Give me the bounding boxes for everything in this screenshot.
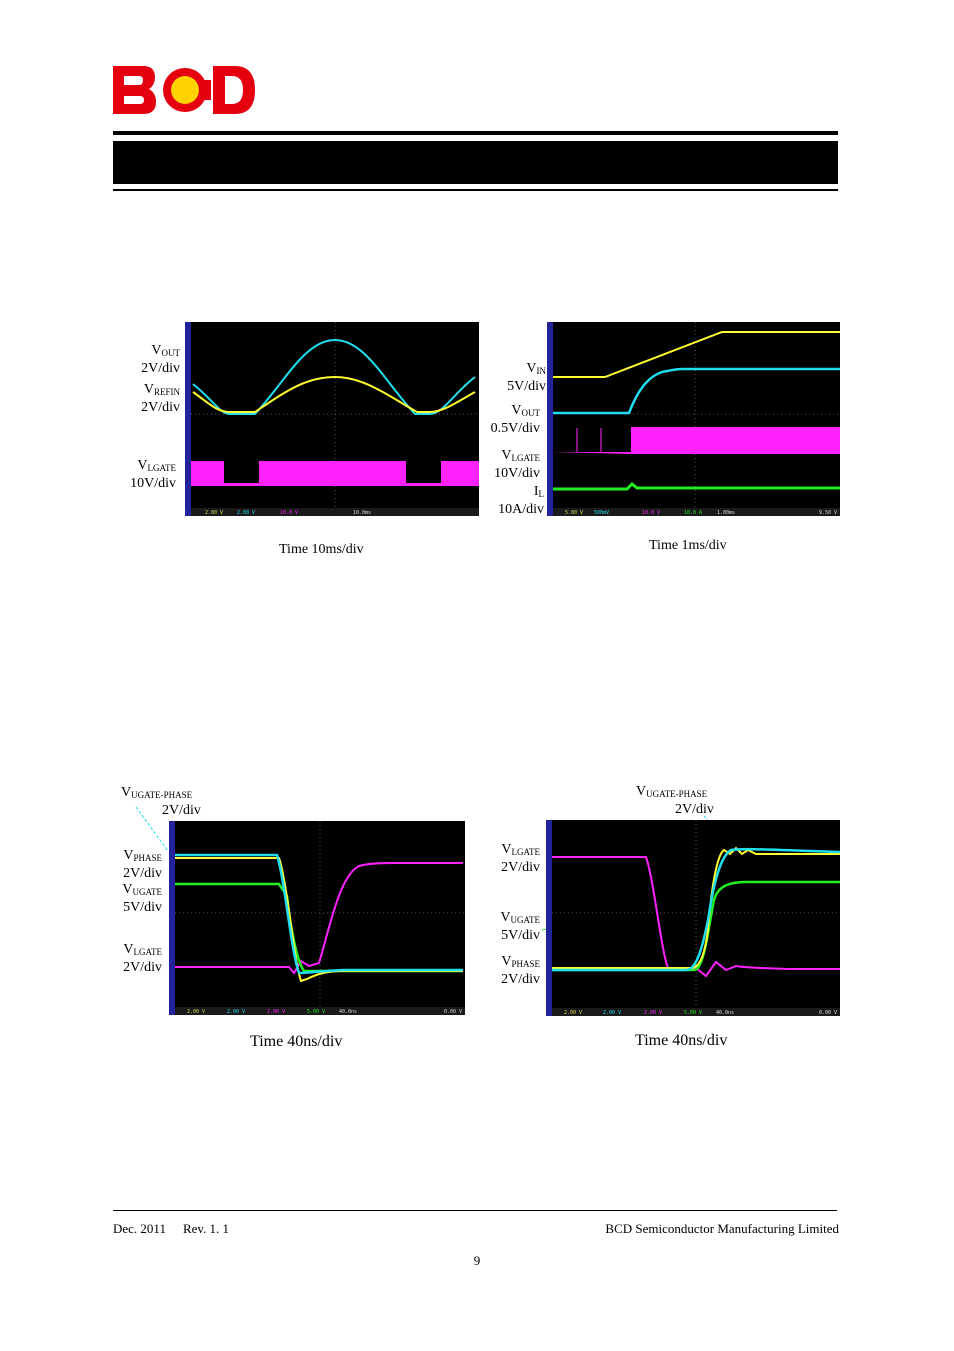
footer-date-revision xyxy=(113,1221,229,1237)
header-band xyxy=(113,141,838,184)
scope4-label-vugate: $V_{UGATE}$ 5V/div xyxy=(500,910,540,943)
scope4-label-vphase: $V_{PHASE}$ 2V/div xyxy=(501,954,540,987)
scope3-label-vugate-phase: $V_{UGATE-PHASE}$ 2V/div xyxy=(121,785,201,818)
svg-text:10.0 V: 10.0 V xyxy=(280,510,299,516)
scope3-caption: Time 40ns/div xyxy=(250,1033,343,1050)
scope4-label-vlgate: $V_{LGATE}$ 2V/div xyxy=(501,842,540,875)
scope-capture-2 xyxy=(547,322,840,516)
scope3-label-vphase: $V_{PHASE}$ 2V/div xyxy=(123,848,162,881)
scope1-label-vrefin: $V_{REFIN}$ 2V/div xyxy=(141,382,180,415)
scope-capture-1 xyxy=(185,322,479,516)
scope3-label-vlgate: $V_{LGATE}$ 2V/div xyxy=(123,942,162,975)
scope4-caption: Time 40ns/div xyxy=(635,1032,728,1049)
header-rule-thin xyxy=(113,189,838,191)
svg-text:2.00 V: 2.00 V xyxy=(564,1010,583,1016)
svg-text:10.0ms: 10.0ms xyxy=(353,510,372,516)
svg-text:2.00 V: 2.00 V xyxy=(205,510,224,516)
svg-text:2.00 V: 2.00 V xyxy=(237,510,256,516)
scope2-label-il: $I_L$ 10A/div xyxy=(498,484,544,517)
svg-text:10.0 V: 10.0 V xyxy=(642,510,661,516)
svg-text:5.00 V: 5.00 V xyxy=(565,510,584,516)
scope1-caption: Time 10ms/div xyxy=(279,542,364,557)
scope2-label-vout: $V_{OUT}$ 0.5V/div xyxy=(490,403,540,436)
svg-text:2.00 V: 2.00 V xyxy=(644,1010,663,1016)
footer-rule xyxy=(113,1210,837,1211)
scope-capture-3 xyxy=(169,821,465,1015)
footer-revision: Rev. 1. 1 xyxy=(182,1221,230,1236)
header-rule-thick xyxy=(113,131,838,135)
svg-text:2.00 V: 2.00 V xyxy=(227,1009,246,1015)
svg-text:9.50 V: 9.50 V xyxy=(819,510,838,516)
svg-text:500mV: 500mV xyxy=(594,510,610,516)
scope4-label-vugate-phase: $V_{UGATE-PHASE}$ 2V/div xyxy=(636,784,714,817)
page-number: 9 xyxy=(473,1253,481,1268)
scope1-label-vout: $V_{OUT}$ 2V/div xyxy=(141,343,180,376)
scope3-pointer-line xyxy=(130,805,170,855)
scope2-label-vlgate: $V_{LGATE}$ 10V/div xyxy=(494,448,540,481)
scope2-caption: Time 1ms/div xyxy=(649,538,727,553)
svg-text:5.00 V: 5.00 V xyxy=(307,1009,326,1015)
footer-company: BCD Semiconductor Manufacturing Limited xyxy=(605,1221,839,1236)
svg-text:1.00ms: 1.00ms xyxy=(717,510,736,516)
scope-capture-4 xyxy=(546,820,840,1016)
scope3-label-vugate: $V_{UGATE}$ 5V/div xyxy=(122,882,162,915)
svg-text:40.0ns: 40.0ns xyxy=(716,1010,735,1016)
svg-text:2.00 V: 2.00 V xyxy=(603,1010,622,1016)
svg-text:0.00 V: 0.00 V xyxy=(444,1009,463,1015)
svg-text:40.0ns: 40.0ns xyxy=(339,1009,358,1015)
svg-text:5.00 V: 5.00 V xyxy=(684,1010,703,1016)
bcd-logo xyxy=(113,66,255,114)
svg-text:2.00 V: 2.00 V xyxy=(267,1009,286,1015)
scope1-label-vlgate: $V_{LGATE}$ 10V/div xyxy=(130,458,176,491)
svg-text:2.00 V: 2.00 V xyxy=(187,1009,206,1015)
svg-text:10.0 A: 10.0 A xyxy=(684,510,703,516)
scope2-label-vin: $V_{IN}$ 5V/div xyxy=(507,361,546,394)
svg-text:0.00 V: 0.00 V xyxy=(819,1010,838,1016)
footer-date: Dec. 2011 xyxy=(113,1221,166,1236)
